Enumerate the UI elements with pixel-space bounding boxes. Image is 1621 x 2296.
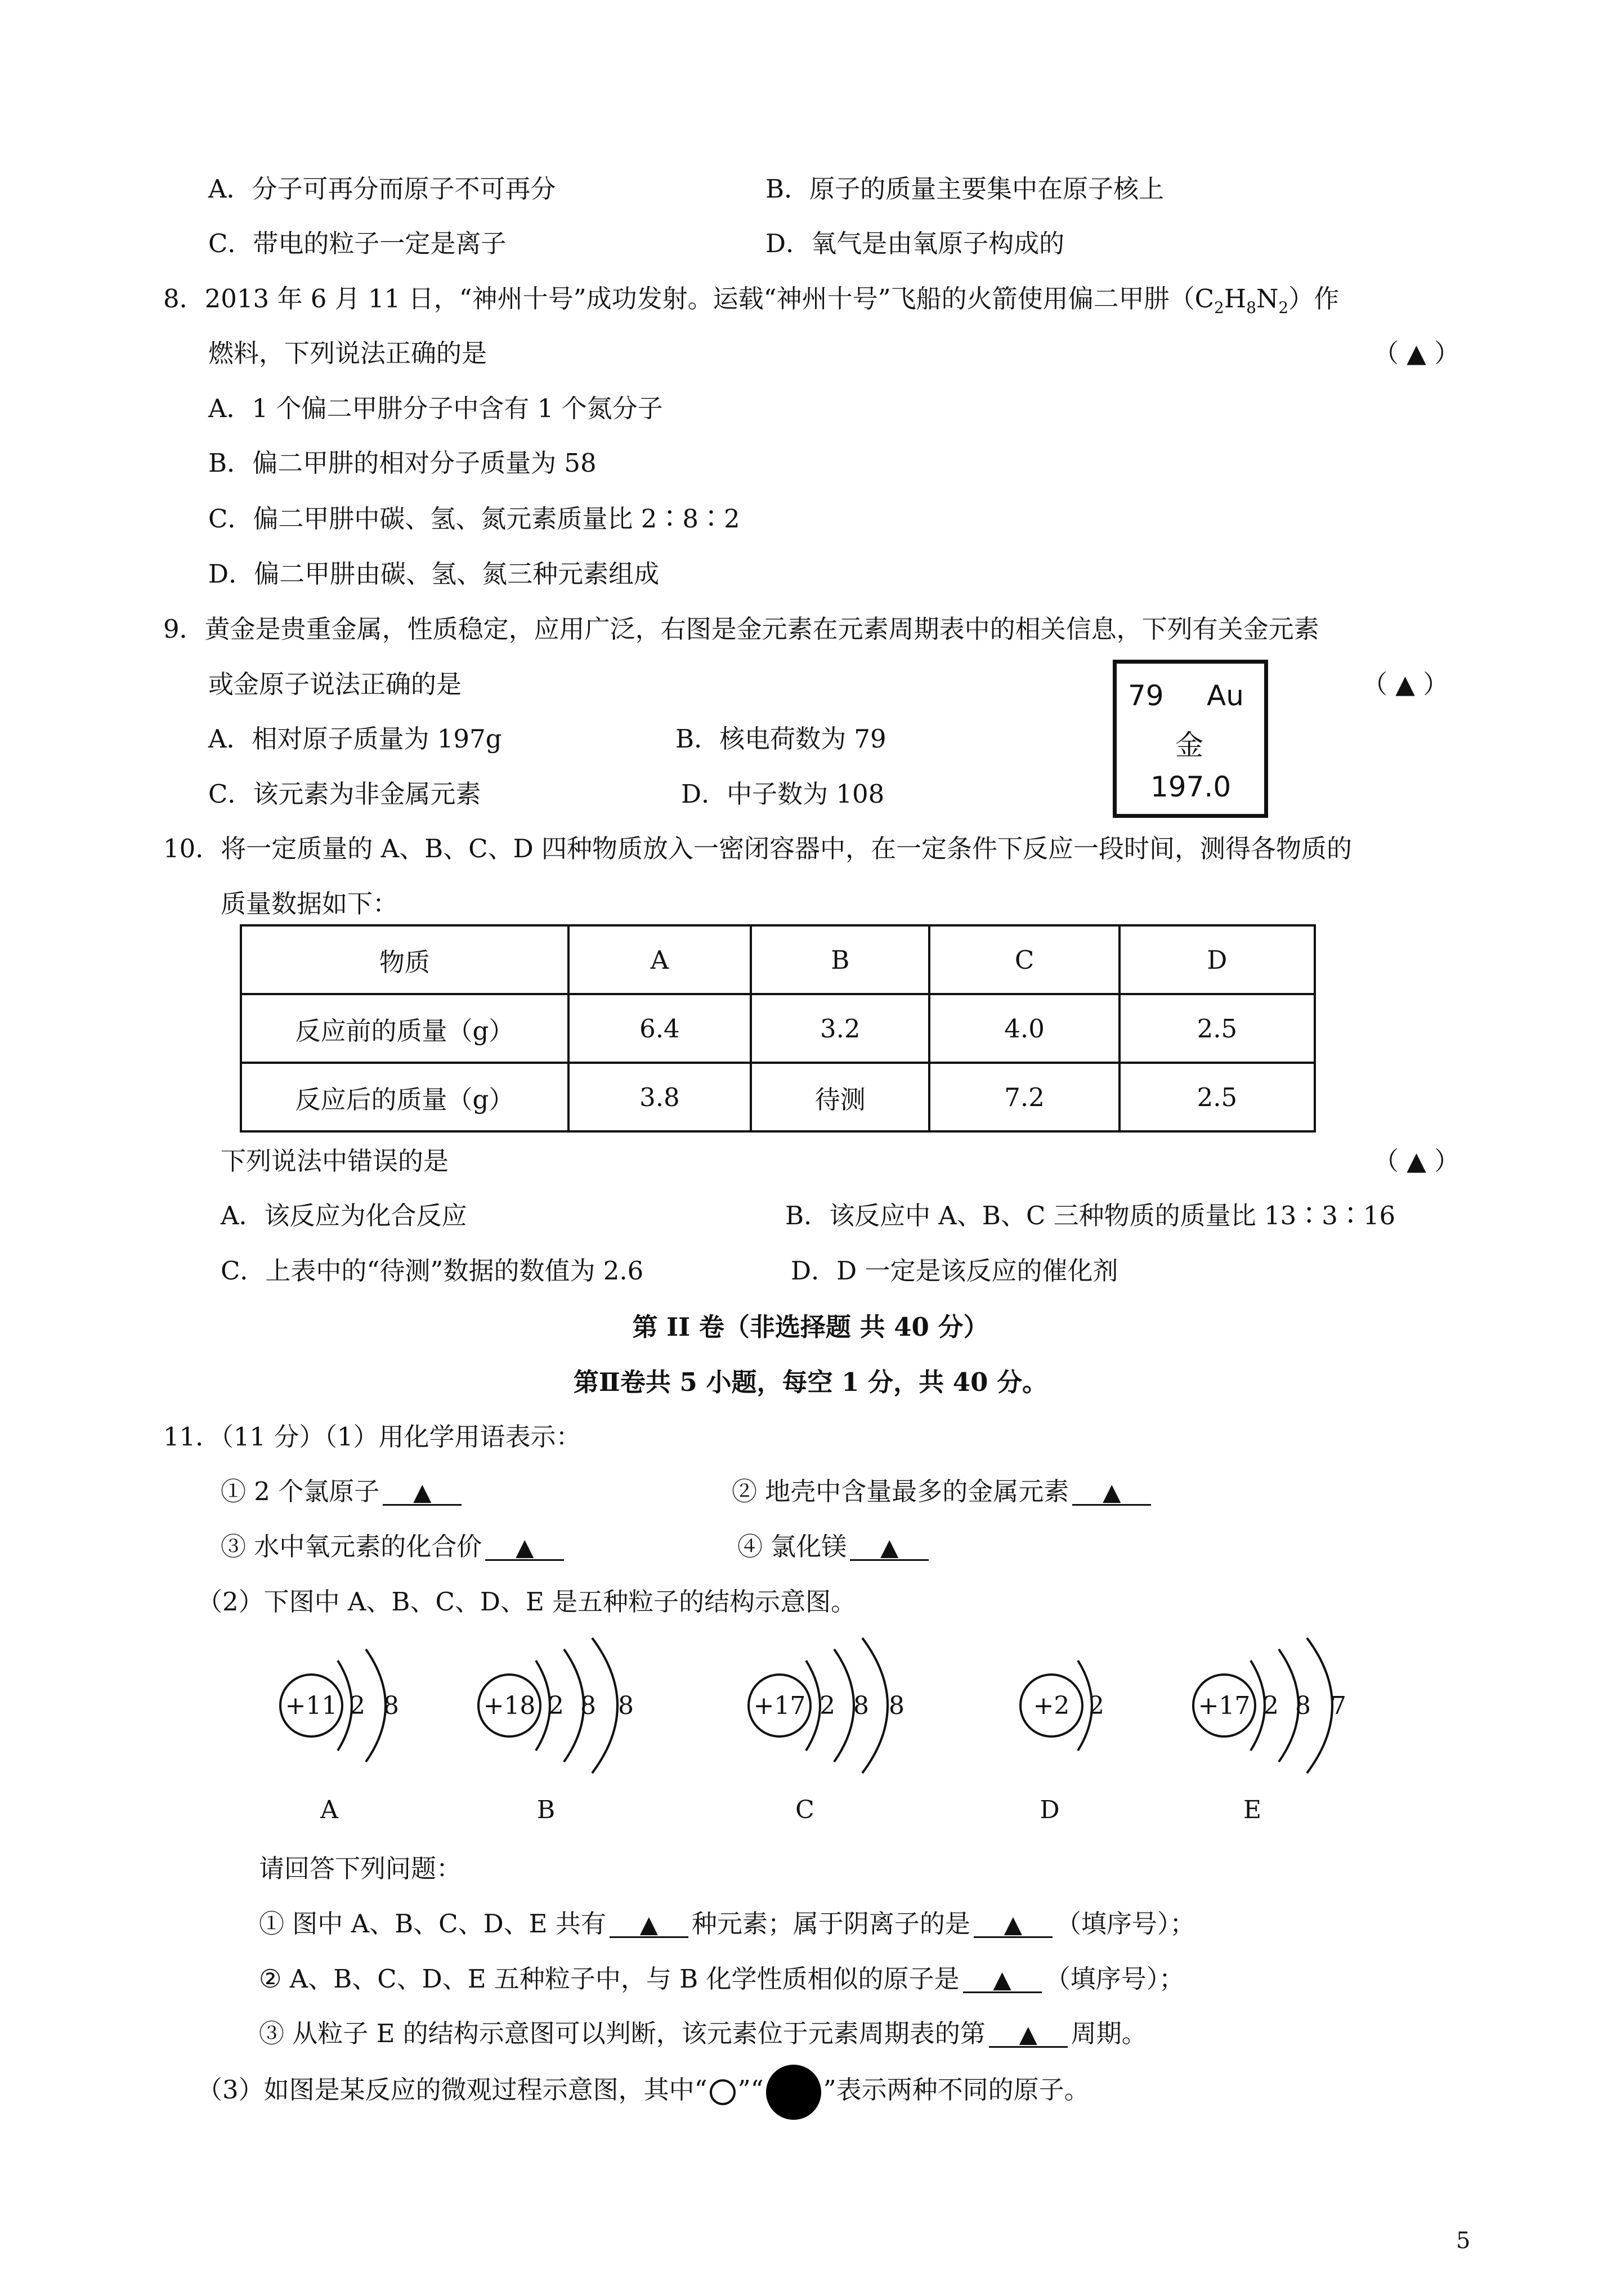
table-cell: 反应前的质量（g） — [241, 994, 568, 1063]
q11-sub2: ② A、B、C、D、E 五种粒子中，与 B 化学性质相似的原子是 ▲ （填序号）； — [259, 1964, 1185, 1994]
q8-option-b: B．偏二甲肼的相对分子质量为 58 — [208, 448, 597, 478]
table-header-cell: B — [751, 925, 929, 994]
q10-prompt: 下列说法中错误的是 — [221, 1146, 449, 1176]
q7-option-d: D．氧气是由氧原子构成的 — [765, 229, 1065, 258]
particle-shell: 2 — [1263, 1691, 1279, 1720]
q10-stem-line2: 质量数据如下： — [221, 889, 398, 919]
particle-shell: 8 — [618, 1691, 634, 1720]
q8-answer-mark: （ ▲ ） — [1373, 338, 1460, 368]
particle-charge: +18 — [483, 1691, 536, 1720]
q10-stem-line1: 10．将一定质量的 A、B、C、D 四种物质放入一密闭容器中，在一定条件下反应一段时间，测得各物质的 — [163, 834, 1352, 863]
q7-option-b: B．原子的质量主要集中在原子核上 — [765, 174, 1165, 204]
particle-shell: 8 — [1295, 1691, 1311, 1720]
tile-atomic-number: 79 — [1128, 679, 1164, 712]
q9-option-d: D．中子数为 108 — [681, 779, 885, 809]
q8-option-c: C．偏二甲肼中碳、氢、氮元素质量比 2∶8∶2 — [208, 504, 740, 534]
solid-atom-icon — [766, 2065, 821, 2120]
q9-answer-mark: （ ▲ ） — [1362, 669, 1449, 699]
table-cell: 3.8 — [568, 1063, 751, 1131]
q8-stem-line2: 燃料，下列说法正确的是 — [208, 338, 487, 368]
particle-shell: 8 — [580, 1691, 596, 1720]
q9-option-c: C．该元素为非金属元素 — [208, 779, 481, 809]
particle-d-diagram — [1020, 1661, 1104, 1824]
particle-charge: +17 — [1198, 1691, 1251, 1720]
q11-part2-intro: （2）下图中 A、B、C、D、E 是五种粒子的结构示意图。 — [197, 1587, 857, 1617]
table-cell: 7.2 — [929, 1063, 1119, 1131]
q7-option-a: A．分子可再分而原子不可再分 — [208, 174, 556, 204]
q11-item-2: ② 地壳中含量最多的金属元素 ▲ — [732, 1479, 1154, 1506]
q10-option-c: C．上表中的“待测”数据的数值为 2.6 — [221, 1256, 644, 1286]
particle-shell: 8 — [383, 1691, 399, 1720]
particle-charge: +17 — [753, 1691, 806, 1720]
tile-atomic-mass: 197.0 — [1150, 771, 1232, 803]
q11-sub1: ① 图中 A、B、C、D、E 共有 ▲ 种元素；属于阴离子的是 ▲ （填序号）； — [259, 1909, 1195, 1939]
particle-shell: 8 — [889, 1691, 904, 1720]
gold-periodic-tile — [1113, 660, 1268, 818]
table-row — [241, 994, 1315, 1063]
table-row — [241, 925, 1315, 994]
q10-option-a: A．该反应为化合反应 — [221, 1201, 467, 1230]
q11-item-1: ① 2 个氯原子 ▲ — [221, 1479, 465, 1506]
q9-stem-line2: 或金原子说法正确的是 — [208, 669, 462, 699]
answer-blank[interactable]: ▲ — [850, 1536, 929, 1561]
particle-shell: 2 — [548, 1691, 564, 1720]
tile-element-name: 金 — [1175, 729, 1203, 762]
mass-data-table — [240, 924, 1316, 1133]
particle-b-diagram — [478, 1638, 634, 1824]
hollow-atom-icon — [710, 2079, 736, 2105]
q10-option-b: B．该反应中 A、B、C 三种物质的质量比 13∶3∶16 — [785, 1201, 1396, 1230]
q9-stem-line1: 9．黄金是贵重金属，性质稳定，应用广泛，右图是金元素在元素周期表中的相关信息，下列有关金元素 — [163, 614, 1319, 644]
particle-label: C — [795, 1796, 814, 1824]
answer-blank[interactable]: ▲ — [610, 1913, 688, 1938]
q11-intro: 11．（11 分）（1）用化学用语表示： — [163, 1422, 581, 1452]
answer-blank[interactable]: ▲ — [989, 2022, 1068, 2048]
q11-item-3: ③ 水中氧元素的化合价 ▲ — [221, 1534, 567, 1561]
table-header-cell: D — [1120, 925, 1315, 994]
answer-blank[interactable]: ▲ — [974, 1913, 1053, 1938]
table-header-cell: C — [929, 925, 1119, 994]
table-cell: 2.5 — [1120, 994, 1315, 1063]
particle-shell: 2 — [820, 1691, 835, 1720]
answer-blank[interactable]: ▲ — [1072, 1480, 1151, 1506]
q11-item-4: ④ 氯化镁 ▲ — [737, 1534, 932, 1561]
q10-option-d: D．D 一定是该反应的催化剂 — [791, 1256, 1118, 1286]
table-cell: 6.4 — [568, 994, 751, 1063]
tile-symbol: Au — [1207, 679, 1244, 712]
q9-option-b: B．核电荷数为 79 — [675, 724, 886, 754]
particle-label: B — [536, 1796, 556, 1824]
table-cell: 4.0 — [929, 994, 1119, 1063]
q10-answer-mark: （ ▲ ） — [1373, 1146, 1460, 1176]
q8-stem-line1: 8．2013 年 6 月 11 日，“神州十号”成功发射。运载“神州十号”飞船的火箭使用偏二甲肼$(C_2H_8N_2)$作 — [163, 284, 1340, 317]
particle-c-diagram — [749, 1638, 904, 1824]
table-cell: 反应后的质量（g） — [241, 1063, 568, 1131]
particle-label: D — [1040, 1796, 1060, 1824]
particle-structure-diagrams — [0, 1632, 1621, 1846]
q7-option-c: C．带电的粒子一定是离子 — [208, 229, 507, 258]
particle-label: E — [1243, 1796, 1262, 1824]
particle-label: A — [320, 1796, 338, 1824]
particle-shell: 2 — [1089, 1691, 1104, 1720]
table-cell: 3.2 — [751, 994, 929, 1063]
particle-charge: +2 — [1033, 1691, 1070, 1720]
q9-option-a: A．相对原子质量为 197g — [208, 724, 502, 754]
particle-shell: 7 — [1331, 1691, 1346, 1720]
particle-a-diagram — [280, 1649, 399, 1824]
answer-blank[interactable]: ▲ — [485, 1536, 564, 1561]
table-cell: 2.5 — [1120, 1063, 1315, 1131]
answer-blank[interactable]: ▲ — [963, 1968, 1042, 1993]
particle-e-diagram — [1193, 1638, 1346, 1824]
section-title: 第 II 卷（非选择题 共 40 分） — [632, 1312, 989, 1342]
q8-option-d: D．偏二甲肼由碳、氢、氮三种元素组成 — [208, 559, 660, 589]
table-header-cell: 物质 — [241, 925, 568, 994]
particle-shell: 2 — [350, 1691, 365, 1720]
q11-answer-prompt: 请回答下列问题： — [259, 1854, 462, 1883]
table-row — [241, 1063, 1315, 1131]
answer-blank[interactable]: ▲ — [383, 1480, 462, 1506]
q11-sub3: ③ 从粒子 E 的结构示意图可以判断，该元素位于元素周期表的第 ▲ 周期。 — [259, 2018, 1147, 2048]
particle-charge: +11 — [285, 1691, 338, 1720]
section-subtitle: 第Ⅱ卷共 5 小题，每空 1 分，共 40 分。 — [573, 1367, 1048, 1397]
q8-option-a: A．1 个偏二甲肼分子中含有 1 个氮分子 — [208, 393, 663, 423]
table-cell: 待测 — [751, 1063, 929, 1131]
q11-part3: （3）如图是某反应的微观过程示意图，其中“ ”“ ”表示两种不同的原子。 — [197, 2077, 1090, 2105]
particle-shell: 8 — [853, 1691, 869, 1720]
page-number: 5 — [1456, 2228, 1471, 2254]
table-header-cell: A — [568, 925, 751, 994]
